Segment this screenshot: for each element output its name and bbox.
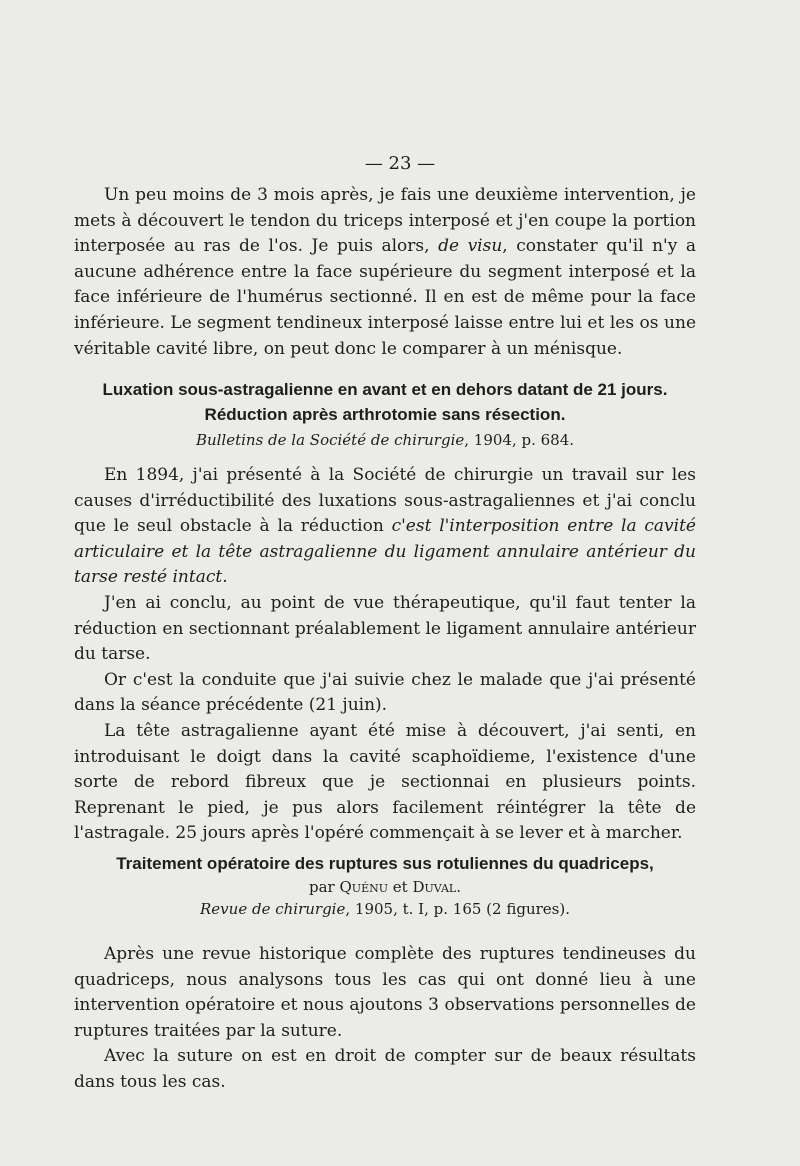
section2-paragraph-2: Avec la suture on est en droit de compter sur de beaux résultats dans tous les cas. [74,1046,696,1092]
section-luxation [74,377,696,451]
intro-block [74,183,696,362]
section-quadriceps [74,851,696,920]
section1-paragraph-4: La tête astragalienne ayant été mise à découvert, j'ai senti, en introduisant le doigt dans la cavité scaphoïdieme, l'existence d'une sorte de rebord fibreux que je sectionnai en plusieurs points. Reprenant le pied, je pus alors facilement réintégrer la tête de l'astragale. 25 jours après l'opéré commençait à se lever et à marcher. [74,720,696,844]
section2-body [74,942,696,1096]
section2-title: Traitement opératoire des ruptures sus rotuliennes du quadriceps, [116,854,654,873]
section1-paragraph-3: Or c'est la conduite que j'ai suivie chez le malade que j'ai présenté dans la séance précédente (21 juin). [74,669,696,716]
page-number: — 23 — [364,153,436,174]
section1-title-line1: Luxation sous-astragalienne en avant et en dehors datant de 21 jours. [102,380,668,399]
section1-body [74,463,696,847]
section1-title-line2: Réduction après arthrotomie sans résection. [204,405,566,424]
section1-emphasis: c'est l'interposition entre la cavité articulaire et la tête astragalienne du ligament annulaire antérieur du tarse resté intact. [74,516,696,588]
section1-reference: Bulletins de la Société de chirurgie, 1904, p. 684. [195,431,575,449]
section2-authors: par Quénu et Duval. [309,878,461,896]
section1-paragraph-1: En 1894, j'ai présenté à la Société de chirurgie un travail sur les causes d'irréductibilité des luxations sous-astragaliennes et j'ai conclu que le seul obstacle à la réduction c'est l'interposition entre la cavité articulaire et la tête astragalienne du ligament annulaire antérieur du tarse resté intact. [74,465,696,588]
intro-emphasis: de visu [438,236,503,257]
section2-paragraph-1: Après une revue historique complète des ruptures tendineuses du quadriceps, nous analysons tous les cas qui ont donné lieu à une intervention opératoire et nous ajoutons 3 observations personnelles de ruptures traitées par la suture. [74,944,696,1041]
intro-paragraph: Un peu moins de 3 mois après, je fais une deuxième intervention, je mets à découvert le tendon du triceps interposé et j'en coupe la portion interposée au ras de l'os. Je puis alors, de visu, constater qu'il n'y a aucune adhérence entre la face supérieure du segment interposé et la face inférieure de l'humérus sectionné. Il en est de même pour la face inférieure. Le segment tendineux interposé laisse entre lui et les os une véritable cavité libre, on peut donc le comparer à un ménisque. [74,185,697,359]
section2-reference: Revue de chirurgie, 1905, t. I, p. 165 (2 figures). [200,900,570,918]
section1-paragraph-2: J'en ai conclu, au point de vue thérapeutique, qu'il faut tenter la réduction en sectionnant préalablement le ligament annulaire antérieur du tarse. [74,592,696,665]
